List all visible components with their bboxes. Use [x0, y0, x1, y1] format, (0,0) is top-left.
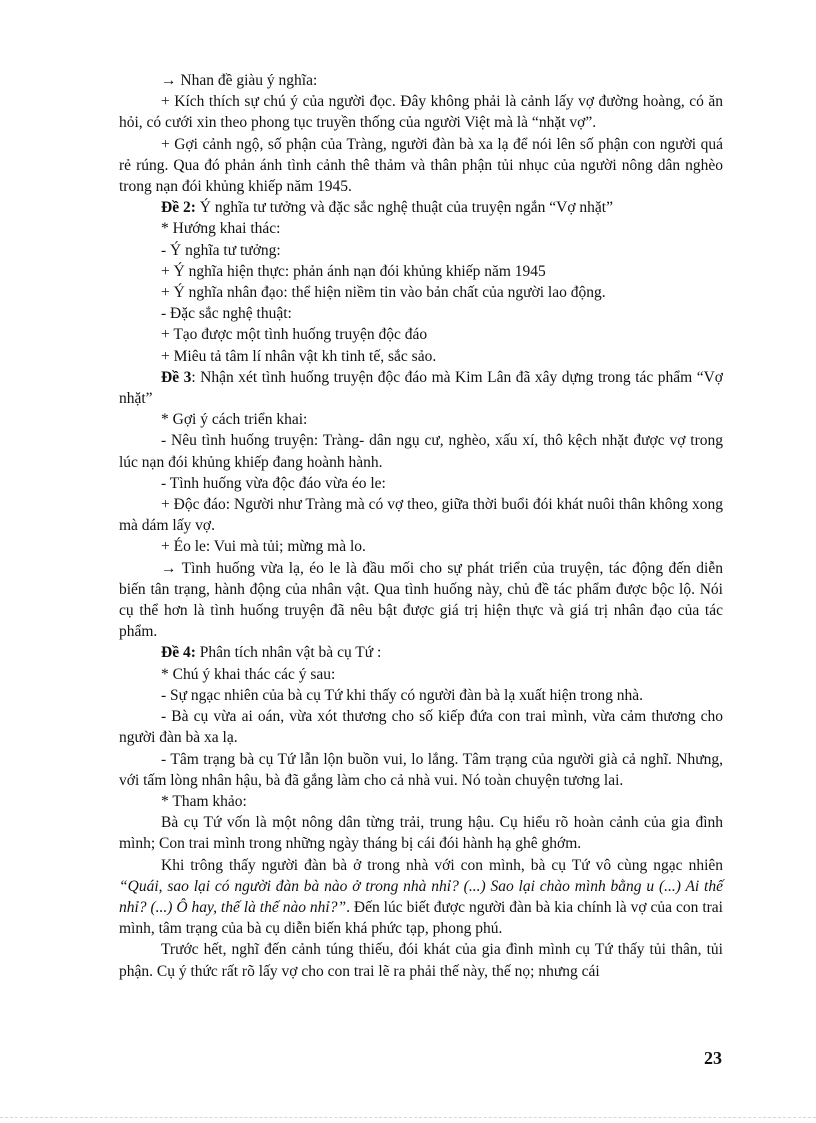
- paragraph: + Độc đáo: Người như Tràng mà có vợ theo, giữa thời buổi đói khát nuôi thân không xong mà dám lấy vợ.: [119, 496, 723, 535]
- paragraph: - Đặc sắc nghệ thuật:: [161, 305, 292, 323]
- paragraph: + Tạo được một tình huống truyện độc đáo: [161, 326, 428, 344]
- page-bottom-divider: [0, 1117, 816, 1118]
- paragraph: + Ý nghĩa nhân đạo: thể hiện niềm tin vào bản chất của người lao động.: [161, 284, 606, 302]
- paragraph: + Gợi cảnh ngộ, số phận của Tràng, người đàn bà xa lạ để nói lên số phận con người quá rẻ rúng. Qua đó phản ánh tình cảnh thê thảm và thân phận tủi nhục của người nông dân nghèo trong nạn đói khủng khiếp năm 1945.: [119, 135, 723, 196]
- section-title: : Nhận xét tình huống truyện độc đáo mà Kim Lân đã xây dựng trong tác phẩm “Vợ nhặt”: [119, 368, 724, 408]
- section-heading-de-3: [119, 367, 723, 409]
- section-title: Ý nghĩa tư tưởng và đặc sắc nghệ thuật của truyện ngắn “Vợ nhặt”: [195, 199, 613, 217]
- section-label: Đề 3: [161, 368, 192, 386]
- section-title: Phân tích nhân vật bà cụ Tứ :: [195, 644, 382, 662]
- section-heading-de-2: [119, 197, 723, 218]
- paragraph: - Tâm trạng bà cụ Tứ lẫn lộn buồn vui, lo lắng. Tâm trạng của người già cả nghĩ. Nhưng, với tấm lòng nhân hậu, bà đã gắng làm cho cả nhà vui. Nó toàn chuyện tương lai.: [119, 750, 723, 789]
- section-heading-de-4: [119, 642, 723, 663]
- paragraph: * Gợi ý cách triển khai:: [161, 411, 308, 429]
- text-run: . Đến lúc biết được người đàn bà kia chính là vợ của con trai mình, tâm trạng của bà cụ diễn biến khá phức tạp, phong phú.: [119, 898, 723, 938]
- document-body: [119, 70, 723, 982]
- paragraph: - Bà cụ vừa ai oán, vừa xót thương cho số kiếp đứa con trai mình, vừa cảm thương cho người đàn bà xa lạ.: [119, 708, 723, 747]
- paragraph: - Ý nghĩa tư tưởng:: [161, 241, 281, 259]
- paragraph: Bà cụ Tứ vốn là một nông dân từng trải, trung hậu. Cụ hiểu rõ hoàn cảnh của gia đình mình; Con trai mình trong những ngày tháng bị cái đói hành hạ ghê ghớm.: [119, 814, 723, 853]
- paragraph: → Tình huống vừa lạ, éo le là đầu mối cho sự phát triển của truyện, tác động đến diễn biến tân trạng, hành động của nhân vật. Qua tình huống này, chủ đề tác phẩm được bộc lộ. Nói cụ thể hơn là tình huống truyện đã nêu bật được giá trị hiện thực và giá trị nhân đạo của tác phẩm.: [119, 559, 723, 641]
- page-number: 23: [704, 1048, 722, 1068]
- italic-quote: “Quái, sao lại có người đàn bà nào ở trong nhà nhỉ? (...) Sao lại chào mình bằng u (...) Ai thế nhỉ? (...) Ô hay, thế là thế nào nhỉ?”: [119, 877, 723, 916]
- paragraph: * Hướng khai thác:: [161, 220, 281, 238]
- section-label: Đề 4:: [161, 644, 196, 662]
- paragraph-with-quote: [119, 855, 723, 940]
- section-label: Đề 2:: [161, 199, 196, 217]
- paragraph: → Nhan đề giàu ý nghĩa:: [161, 72, 318, 89]
- paragraph: Trước hết, nghĩ đến cảnh túng thiếu, đói khát của gia đình mình cụ Tứ thấy tủi thân, tủi phận. Cụ ý thức rất rõ lấy vợ cho con trai lẽ ra phải thế này, thế nọ; nhưng cái: [119, 941, 723, 980]
- paragraph: - Sự ngạc nhiên của bà cụ Tứ khi thấy có người đàn bà lạ xuất hiện trong nhà.: [161, 686, 644, 704]
- paragraph: + Ý nghĩa hiện thực: phản ánh nạn đói khủng khiếp năm 1945: [161, 262, 546, 280]
- paragraph: + Éo le: Vui mà tủi; mừng mà lo.: [161, 538, 366, 556]
- paragraph: * Tham khảo:: [161, 792, 247, 810]
- paragraph: - Tình huống vừa độc đáo vừa éo le:: [161, 474, 386, 492]
- text-run: Khi trông thấy người đàn bà ở trong nhà với con mình, bà cụ Tứ vô cùng ngạc nhiên: [161, 856, 723, 874]
- paragraph: - Nêu tình huống truyện: Tràng- dân ngụ cư, nghèo, xấu xí, thô kệch nhặt được vợ trong lúc nạn đói khủng khiếp đang hoành hành.: [119, 432, 723, 471]
- paragraph: + Miêu tả tâm lí nhân vật kh tinh tế, sắc sảo.: [161, 347, 437, 365]
- paragraph: * Chú ý khai thác các ý sau:: [161, 665, 336, 683]
- paragraph: + Kích thích sự chú ý của người đọc. Đây không phải là cảnh lấy vợ đường hoàng, có ăn hỏi, có cưới xin theo phong tục truyền thống của người Việt mà là “nhặt vợ”.: [119, 93, 723, 132]
